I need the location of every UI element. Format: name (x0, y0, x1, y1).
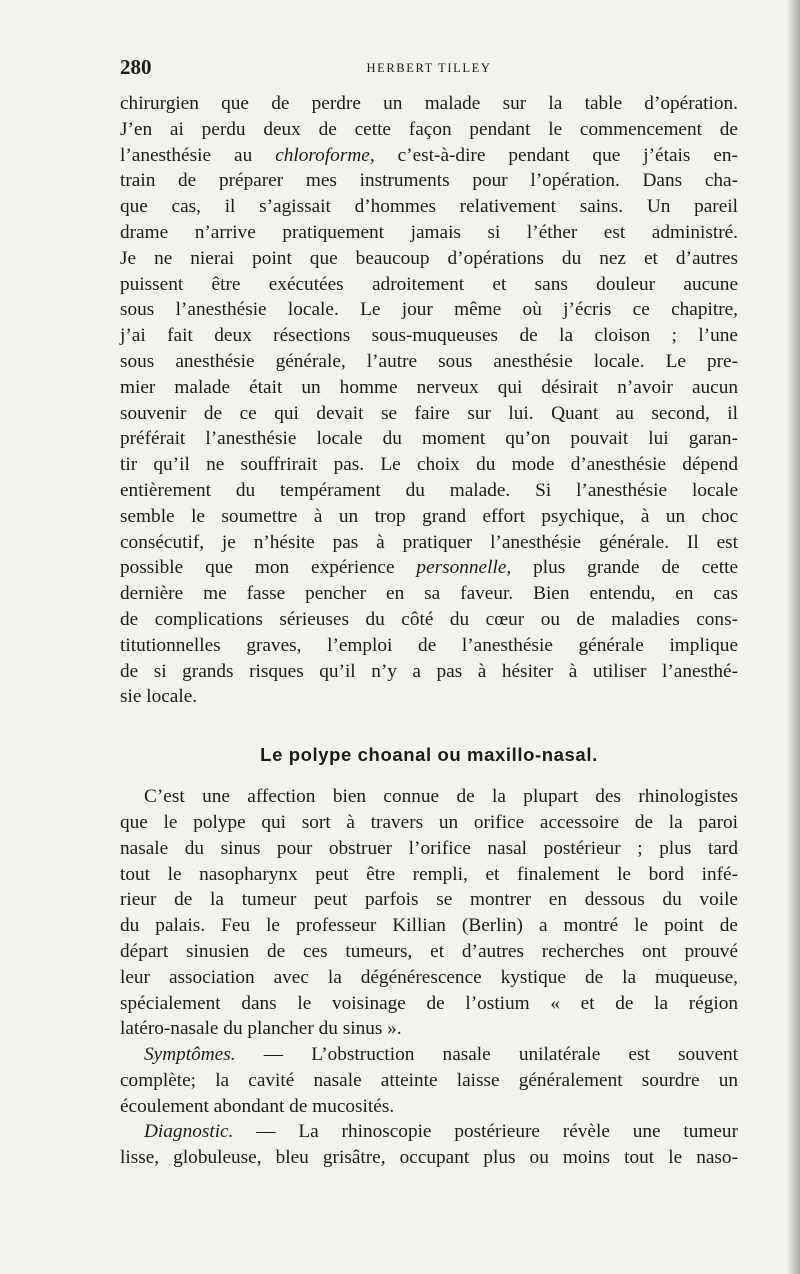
text-line (120, 143, 738, 169)
text-span: possible que mon expérience (120, 557, 417, 579)
paragraph-anesthesia (120, 91, 738, 710)
page-body (120, 91, 738, 1171)
text-line: nasale du sinus pour obstruer l’orifice nasal postérieur ; plus tard (120, 837, 738, 859)
text-line: sous l’anesthésie locale. Le jour même où j’écris ce chapitre, (120, 299, 738, 321)
text-line: que le polype qui sort à travers un orifice accessoire de la paroi (120, 811, 738, 833)
italic-term: chloroforme (275, 144, 370, 166)
running-head: HERBERT TILLEY (366, 61, 492, 75)
text-line: de si grands risques qu’il n’y a pas à hésiter à utiliser l’anesthé- (120, 660, 738, 682)
text-line: souvenir de ce qui devait se faire sur lui. Quant au second, il (120, 402, 738, 424)
paragraph-polype (120, 784, 738, 1042)
text-line: que cas, il s’agissait d’hommes relativement sains. Un pareil (120, 196, 738, 218)
text-line (120, 555, 738, 581)
text-span: l’anesthésie au (120, 144, 276, 166)
text-line (120, 1042, 738, 1068)
paragraph-symptomes (120, 1042, 738, 1119)
text-line: semble le soumettre à un trop grand effort psychique, à un choc (120, 505, 738, 527)
text-line: entièrement du tempérament du malade. Si l’anesthésie locale (120, 479, 738, 501)
page-number: 280 (120, 55, 152, 79)
run-in-heading: Diagnostic. (144, 1121, 234, 1143)
text-line: chirurgien que de perdre un malade sur la table d’opération. (120, 93, 738, 114)
text-span: — L’obstruction nasale unilatérale est souvent (235, 1044, 738, 1066)
text-line: sous anesthésie générale, l’autre sous anesthésie locale. Le pre- (120, 350, 738, 372)
text-line: spécialement dans le voisinage de l’ostium « et de la région (120, 992, 738, 1014)
italic-term: personnelle (416, 557, 507, 579)
text-line: mier malade était un homme nerveux qui désirait n’avoir aucun (120, 376, 738, 398)
text-line: C’est une affection bien connue de la plupart des rhinologistes (144, 786, 738, 808)
text-line: préférait l’anesthésie locale du moment qu’on pouvait lui garan- (120, 428, 738, 450)
section-heading: Le polype choanal ou maxillo-nasal. (260, 744, 598, 766)
text-line: rieur de la tumeur peut parfois se montrer en dessous du voile (120, 889, 738, 911)
text-line: drame n’arrive pratiquement jamais si l’éther est administré. (120, 221, 738, 243)
text-line: titutionnelles graves, l’emploi de l’anesthésie générale implique (120, 634, 738, 656)
page-header (120, 55, 738, 85)
text-line: tout le nasopharynx peut être rempli, et finalement le bord infé- (120, 863, 738, 885)
text-line: sie locale. (120, 686, 198, 708)
text-line: complète; la cavité nasale atteinte laisse généralement sourdre un (120, 1069, 738, 1091)
run-in-heading: Symptômes. (144, 1044, 236, 1066)
text-line: puissent être exécutées adroitement et sans douleur aucune (120, 273, 738, 295)
page-edge-shadow (786, 0, 800, 1274)
text-line: dernière me fasse pencher en sa faveur. Bien entendu, en cas (120, 583, 738, 605)
text-line: j’ai fait deux résections sous-muqueuses de la cloison ; l’une (120, 325, 738, 347)
text-span: , plus grande de cette (506, 557, 738, 579)
text-line: lisse, globuleuse, bleu grisâtre, occupant plus ou moins tout le naso- (120, 1147, 738, 1169)
text-line: tir qu’il ne souffrirait pas. Le choix du mode d’anesthésie dépend (120, 454, 738, 476)
text-line: écoulement abondant de mucosités. (120, 1095, 395, 1117)
text-line: départ sinusien de ces tumeurs, et d’autres recherches ont prouvé (120, 940, 738, 962)
text-span: , c’est-à-dire pendant que j’étais en- (369, 144, 738, 166)
text-line: consécutif, je n’hésite pas à pratiquer l’anesthésie générale. Il est (120, 531, 738, 553)
text-line: de complications sérieuses du côté du cœur ou de maladies cons- (120, 608, 738, 630)
text-line: leur association avec la dégénérescence kystique de la muqueuse, (120, 966, 738, 988)
text-span: — La rhinoscopie postérieure révèle une tumeur (233, 1121, 738, 1143)
text-line: du palais. Feu le professeur Killian (Berlin) a montré le point de (120, 915, 738, 937)
text-line: latéro-nasale du plancher du sinus ». (120, 1018, 402, 1040)
paragraph-diagnostic (120, 1119, 738, 1171)
text-line (120, 1119, 738, 1145)
text-line: Je ne nierai point que beaucoup d’opérations du nez et d’autres (120, 247, 738, 269)
spacer (120, 770, 738, 784)
text-line: train de préparer mes instruments pour l’opération. Dans cha- (120, 170, 738, 192)
text-line: J’en ai perdu deux de cette façon pendant le commencement de (120, 118, 738, 140)
